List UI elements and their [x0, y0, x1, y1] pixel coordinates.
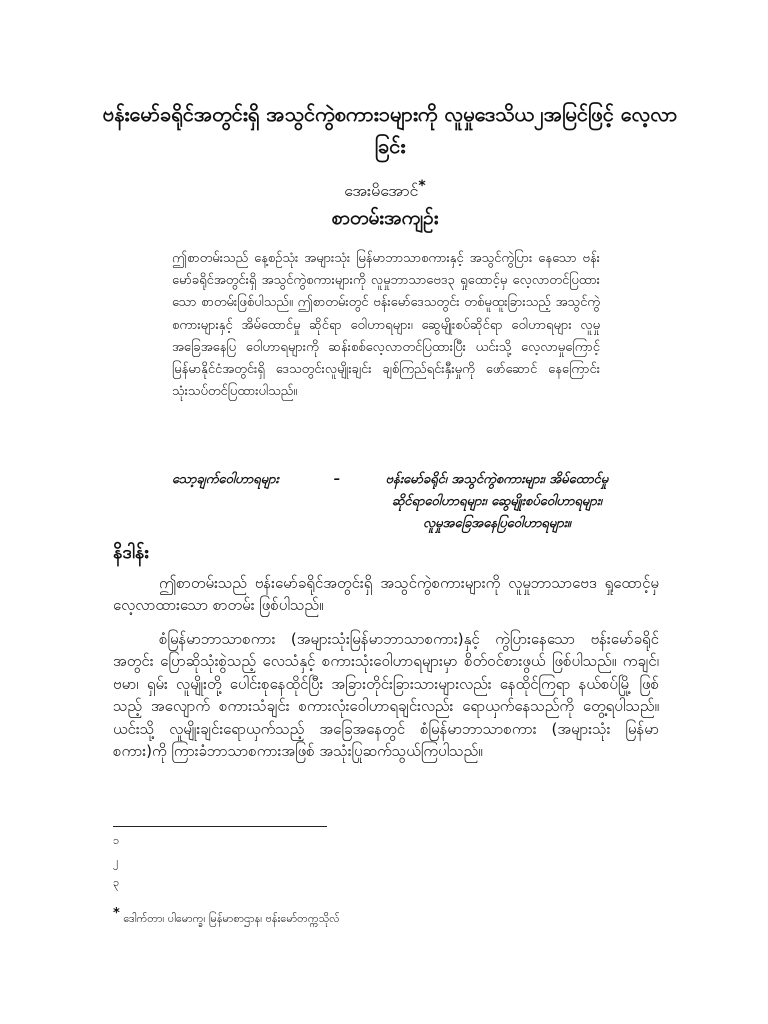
author-line [300, 178, 470, 204]
footnote-number: ၁ [113, 834, 120, 847]
keywords-line: ဗန်းမော်ခရိုင်၊ အသွင်ကွဲစကားများ၊ အိမ်ထောင်မှု [385, 472, 609, 487]
introduction-heading: နိဒါန်း [113, 542, 149, 563]
footnote-divider [113, 826, 327, 827]
author-footnote-mark: * [418, 178, 426, 194]
keywords-label: သော့ချက်ဝေါဟာရများ [172, 472, 279, 487]
keywords-terms [352, 469, 642, 535]
abstract-heading: စာတမ်းအကျဉ်း [331, 207, 439, 229]
paper-title: ဗန်းမော်ခရိုင်အတွင်းရှိ အသွင်ကွဲစကား၁များကို လူမှုဒေသိယ၂အမြင်ဖြင့် လေ့လာခြင်း [102, 102, 678, 158]
abstract-body: ဤစာတမ်းသည် နေ့စဉ်သုံး အများသုံး မြန်မာဘာသာစကားနှင့် အသွင်ကွဲပြား နေသော ဗန်းမော်ခရိုင်အတွင်းရှိ အသွင်ကွဲစကားများကို လူမှုဘာသာဗေဒ၃ ရှုထောင့်မှ လေ့လာတင်ပြထားသော စာတမ်းဖြစ်ပါသည်။ ဤစာတမ်းတွင် ဗန်းမော်ဒေသတွင်း တစ်မူထူးခြားသည့် အသွင်ကွဲစကားများနှင့် အိမ်ထောင်မှု ဆိုင်ရာ ဝေါဟာရများ၊ ဆွေမျိုးစပ်ဆိုင်ရာ ဝေါဟာရများ လူမှုအခြေအနေပြ ဝေါဟာရများကို ဆန်းစစ်လေ့လာတင်ပြထားပြီး ယင်းသို့ လေ့လာမှုကြောင့် မြန်မာနိုင်ငံအတွင်းရှိ ဒေသတွင်းလူမျိုးချင်း ချစ်ကြည်ရင်းနှီးမှုကို ဖော်ဆောင် နေကြောင်း သုံးသပ်တင်ပြထားပါသည်။ [172, 251, 600, 400]
keywords-line: လူမှုအခြေအနေပြဝေါဟာရများ။ [423, 516, 571, 531]
author-name: အေးမိအောင် [344, 181, 419, 200]
affiliation-text: ဒေါက်တာ၊ ပါမောက္ခ၊ မြန်မာစာဌာန၊ ဗန်းမော်တက္ကသိုလ် [123, 912, 340, 925]
footnote-number: ၃ [113, 876, 120, 889]
affiliation-mark: * [113, 906, 120, 921]
introduction-paragraph: စံမြန်မာဘာသာစကား (အများသုံးမြန်မာဘာသာစကား)နှင့် ကွဲပြားနေသော ဗန်းမော်ခရိုင်အတွင်း ပြောဆိုသုံးစွဲသည့် လေသံနှင့် စကားသုံးဝေါဟာရများမှာ စိတ်ဝင်စားဖွယ် ဖြစ်ပါသည်။ ကချင်၊ ဗမာ၊ ရှမ်း လူမျိုးတို့ ပေါင်းစုနေထိုင်ပြီး အခြားတိုင်းခြားသားများလည်း နေထိုင်ကြရာ နယ်စပ်မြို့ ဖြစ်သည့် အလျောက် စကားသံချင်း စကားလုံးဝေါဟာရချင်းလည်း ရောယှက်နေသည်ကို တွေ့ရပါသည်။ ယင်းသို့ လူမျိုးချင်းရောယှက်သည့် အခြေအနေတွင် စံမြန်မာဘာသာစကား (အများသုံး မြန်မာစကား)ကို ကြားခံဘာသာစကားအဖြစ် အသုံးပြုဆက်သွယ်ကြပါသည်။ [113, 630, 659, 761]
footnote-number: ၂ [113, 855, 119, 868]
keywords-dash: – [333, 472, 341, 487]
keywords-block [172, 469, 632, 539]
introduction-paragraph: ဤစာတမ်းသည် ဗန်းမော်ခရိုင်အတွင်းရှိ အသွင်ကွဲစကားများကို လူမှုဘာသာဗေဒ ရှုထောင့်မှ လေ့လာထားသော စာတမ်း ဖြစ်ပါသည်။ [113, 574, 659, 615]
keywords-line: ဆိုင်ရာဝေါဟာရများ၊ ဆွေမျိုးစပ်ဝေါဟာရများ၊ [391, 494, 603, 509]
author-affiliation-footnote [113, 906, 340, 928]
